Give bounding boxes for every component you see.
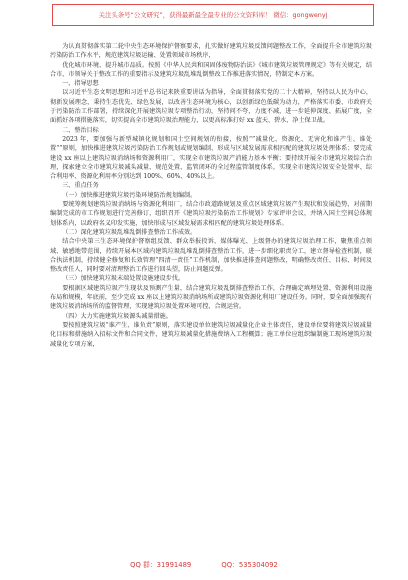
footer-contact (0, 558, 408, 572)
section-heading-key-tasks: 三、重点任务 (62, 182, 99, 190)
task-paragraph-1: 要统筹规划建筑垃圾消纳场与资源化利用厂，结合市政道路规划及重点区域建筑垃圾产生现状和发展趋势，对前期编制完成的市工作规划进行完善修订，组织召开《建筑垃圾污染防治工作规划》专家评审会议，并纳入国土空间总体规划体系内，以政府名义印发实施，加快形成与区域发展需求相匹配的建筑垃圾处理体系。 (50, 201, 372, 227)
footer-qq: QQ：535304092 (221, 561, 278, 569)
task-paragraph-2: 结合中央第三生态环境保护督察组反馈、群众举报投诉、媒体曝光、上级督办的建筑垃圾治理工作，聚焦重点领域、敏感地带范围，持续开展本区域内建筑垃圾乱堆乱倒排查整治工作，进一步细化职责分工，建立督导检查机制，联合执法机制，持续健全修复和长效管理“四清一责任”工作机制，加快推进排查问题整改，明确整改责任、目标、时间及整改责任人，同时要对清理整治工作进行回头望，防止问题反弹。 (50, 238, 372, 274)
footer-qq-group: QQ 群：31991489 (130, 561, 192, 569)
intro-paragraph-2: 优化城市环境、提升城市品质。按照《中华人民共和国固体废物防治法》《城市建筑垃圾管理规定》等有关规定，结合市、市领导关于整改工作的重要指示及建筑垃圾乱堆乱倒整改工作推进落实情况，特制定本方案。 (50, 61, 372, 78)
task-heading-1: （一）加快推进建筑垃圾污染环境防治规划编制。 (62, 191, 197, 199)
task-paragraph-3: 要根据区域建筑垃圾产生现状及预测产生量，结合建筑垃圾乱倒排查整治工作，合理确定填埋处置、资源利用设施布局和规模，年底前，至少完成 xx 座以上建筑垃圾消纳场所或建筑垃圾资源化利用厂建设任务。同时，要全面加强现有建筑垃圾消纳场所的监督管理，实现建筑垃圾处置环境可控、合规运营。 (50, 284, 372, 311)
header-banner: 关注头条号“公文研究”，获得最新最全最专业的公文资料库！ 微信：gongwenyj (52, 4, 374, 26)
task-paragraph-4: 要按照建筑垃圾“谁产生、谁负责”原则，落实建设单位建筑垃圾减量化企业主体责任，建设单位要将建筑垃圾减量化目标和措施纳入招标文件和合同文件，建筑垃圾减量化措施费纳入工程概算；施工单位应组织编制施工现场建筑垃圾减量化专项方案， (50, 321, 372, 348)
goals-paragraph: 2023 年，要加强与新型城镇化规划和国土空间规划的衔接，按照“”减量化、资源化、无害化和谁产生、谁处置“”原则，加快推进建筑垃圾污染防治工作规划或规划编制，形成与区域发展需求相匹配的建筑垃圾处理体系；要完成建设 xx 座以上建筑垃圾消纳场和资源利用厂，实现全市建筑垃圾产消能力基本平衡；要持续开展全市建筑垃圾综合治理，探索建立全市建筑垃圾减头减量、规范处置、监管闭环的全过程监管制度体系，实现全市建筑垃圾安全处置率、综合利用率、资源化利用率分别达到 100%、60%、40%以上。 (50, 135, 372, 181)
task-heading-2: （二）深化建筑垃圾乱堆乱倒排查整治工作成效。 (62, 228, 197, 236)
task-heading-3: （三）加快建筑垃圾末端处置设施建设步伐。 (62, 275, 185, 283)
document-body (50, 42, 372, 547)
task-heading-4: （四）大力实施建筑垃圾源头减量措施。 (62, 312, 172, 320)
section-heading-guiding-thought: 一、指导思想 (62, 80, 99, 88)
guiding-thought-paragraph: 以习近平生态文明思想和习近平总书记来陕重要讲话为指导，全面贯彻落实党的二十大精神，坚持以人民为中心，彻新发展理念，秉持生态优先、绿色发展，以改善生态环境为核心，以创新绿色低碳为动力，严格落实市委、市政府关于污染防治工作部署，持续深化开展建筑垃圾专项整治行动，坚持问不夸，力度不减，进一步延伸深度、拓展广度，全面抓好各项措施落实，切实提高全市建筑垃圾治理能力，以更高标准打好 xx 蓝天、碧水、净土保卫战。 (50, 89, 372, 125)
section-heading-goals: 二、整治目标 (62, 126, 99, 134)
intro-paragraph: 为认真贯彻落实第二轮中央生态环境保护督察要求，扎实做好建筑垃圾反馈问题整改工作，全面提升全市建筑垃圾污染防治工作水平，规范建筑垃圾运输、处置领域市场秩序， (50, 43, 372, 60)
